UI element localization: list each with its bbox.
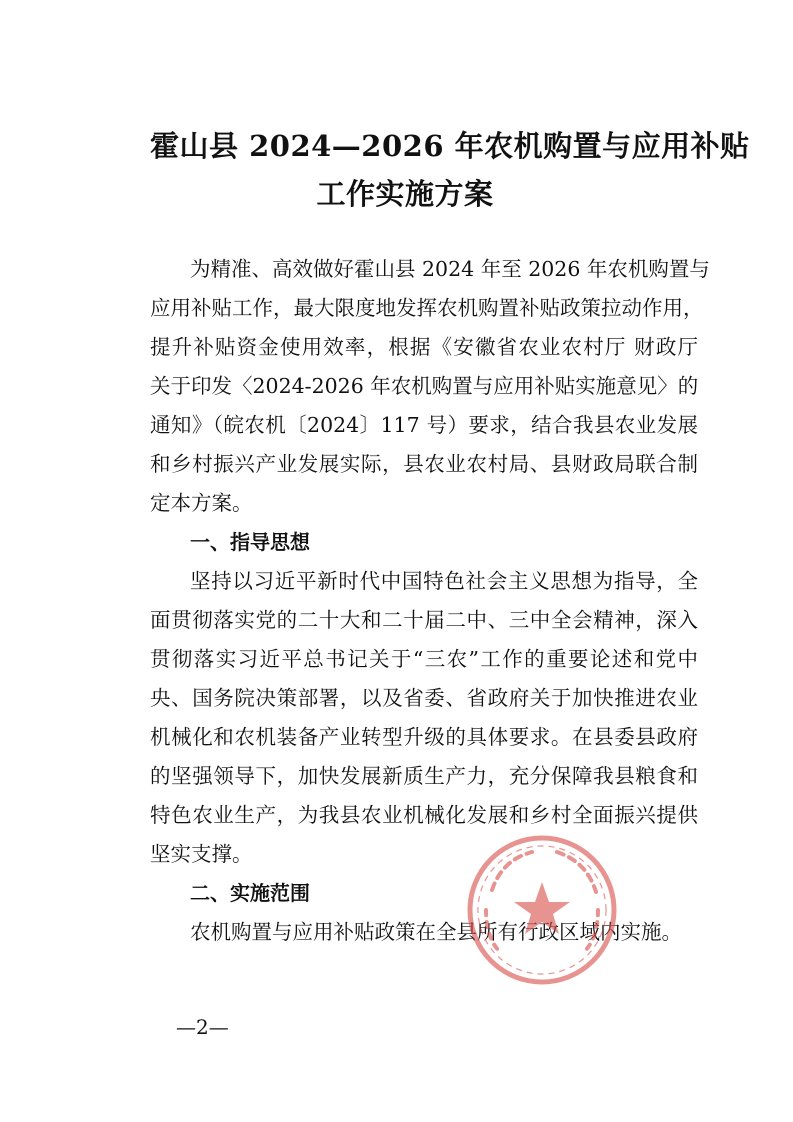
- document-title-line-1: 霍山县 2024—2026 年农机购置与应用补贴: [150, 129, 750, 163]
- section-heading-implementation-scope: 二、实施范围: [190, 881, 310, 905]
- section-heading-guiding-ideology: 一、指导思想: [190, 530, 310, 554]
- intro-line: 应用补贴工作，最大限度地发挥农机购置补贴政策拉动作用，: [150, 296, 704, 320]
- intro-line: 关于印发〈2024-2026 年农机购置与应用补贴实施意见〉的: [150, 374, 699, 398]
- section1-line: 面贯彻落实党的二十大和二十届二中、三中全会精神，深入: [150, 608, 698, 632]
- intro-line: 通知》（皖农机〔2024〕117 号）要求，结合我县农业发展: [150, 413, 698, 437]
- page-number: —2—: [176, 1015, 229, 1039]
- document-title-line-2: 工作实施方案: [316, 177, 494, 211]
- section1-line: 机械化和农机装备产业转型升级的具体要求。在县委县政府: [150, 725, 698, 749]
- section1-line: 坚实支撑。: [150, 842, 253, 866]
- section1-line: 坚持以习近平新时代中国特色社会主义思想为指导，全: [190, 569, 698, 593]
- intro-line: 为精准、高效做好霍山县 2024 年至 2026 年农机购置与: [190, 257, 710, 281]
- section1-line: 特色农业生产，为我县农业机械化发展和乡村全面振兴提供: [150, 803, 698, 827]
- official-seal-icon: [462, 830, 622, 990]
- intro-line: 定本方案。: [150, 491, 253, 515]
- section1-line: 的坚强领导下，加快发展新质生产力，充分保障我县粮食和: [150, 764, 698, 788]
- section1-line: 央、国务院决策部署，以及省委、省政府关于加快推进农业: [150, 686, 698, 710]
- intro-line: 和乡村振兴产业发展实际，县农业农村局、县财政局联合制: [150, 452, 698, 476]
- intro-line: 提升补贴资金使用效率，根据《安徽省农业农村厅 财政厅: [150, 335, 698, 359]
- section2-line: 农机购置与应用补贴政策在全县所有行政区域内实施。: [190, 920, 682, 944]
- section1-line: 贯彻落实习近平总书记关于“三农”工作的重要论述和党中: [150, 647, 698, 671]
